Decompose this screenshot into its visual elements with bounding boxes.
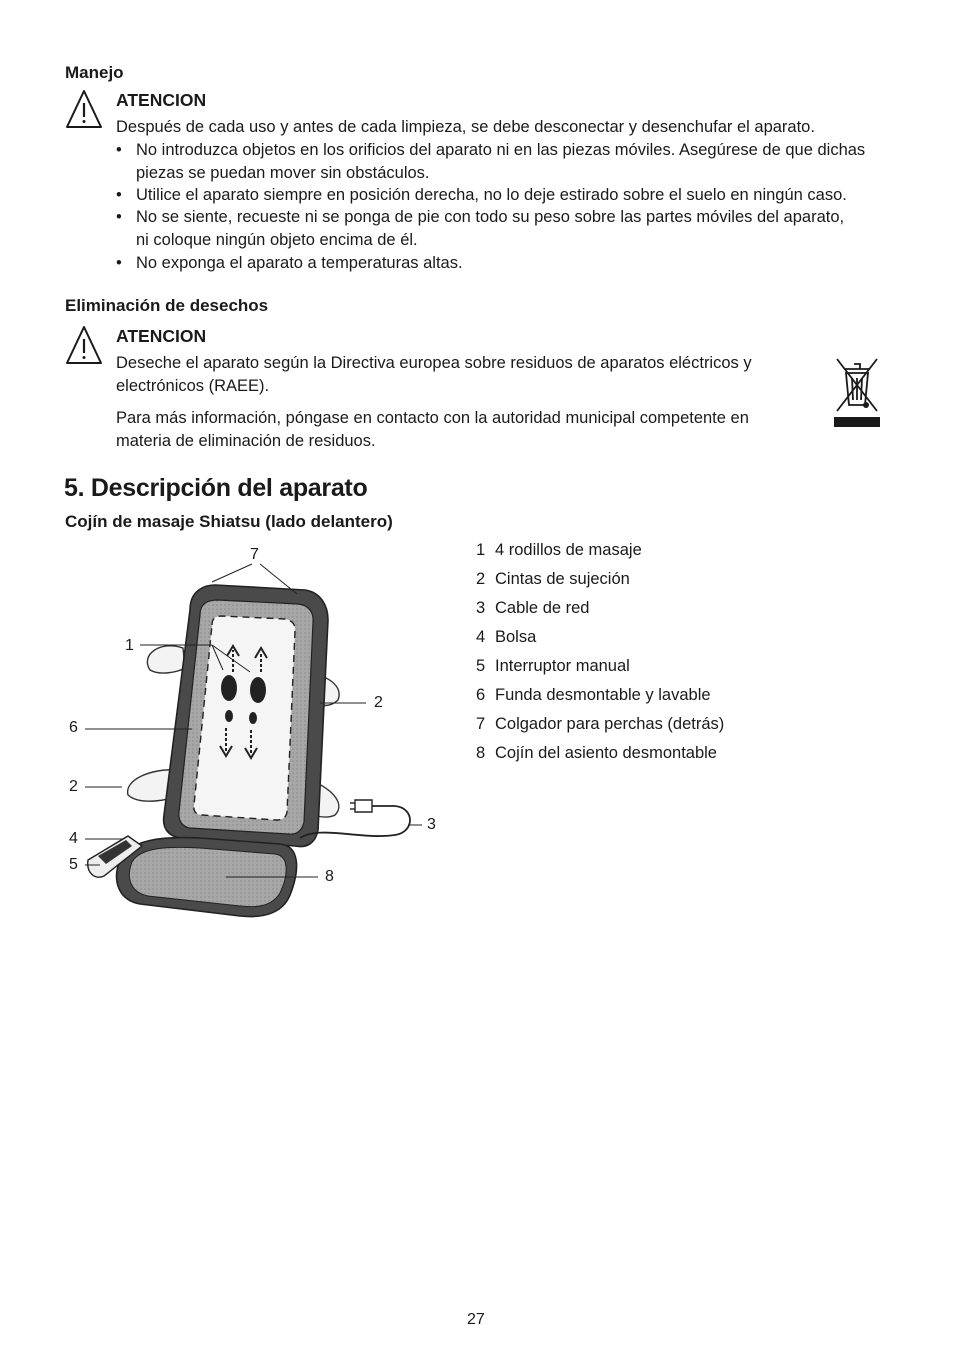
list-item: • Utilice el aparato siempre en posición derecha, no lo deje estirado sobre el suelo en ningún caso. (116, 186, 847, 204)
callout-label: 2 (69, 778, 78, 795)
warning-title-eliminacion: ATENCION (116, 326, 207, 346)
figure-subheading: Cojín de masaje Shiatsu (lado delantero) (65, 512, 393, 531)
disposal-info-line: Para más información, póngase en contacto con la autoridad municipal competente en (116, 409, 749, 427)
parts-list-item: 2 Cintas de sujeción (476, 570, 630, 588)
warning-title-manejo: ATENCION (116, 90, 207, 110)
callout-label: 7 (250, 546, 259, 563)
parts-list-item: 7 Colgador para perchas (detrás) (476, 715, 725, 733)
callout-label: 1 (125, 637, 134, 654)
section-title: 5. Descripción del aparato (64, 474, 368, 502)
warning-intro: Después de cada uso y antes de cada limpieza, se debe desconectar y desenchufar el aparato. (116, 118, 815, 136)
disposal-text-line: electrónicos (RAEE). (116, 377, 270, 395)
page-number: 27 (467, 1311, 485, 1328)
heading-manejo: Manejo (65, 63, 124, 82)
parts-list-item: 1 4 rodillos de masaje (476, 541, 642, 559)
callout-label: 5 (69, 856, 78, 873)
crossed-out-wheelie-bin-icon (832, 355, 882, 429)
disposal-info-line: materia de eliminación de residuos. (116, 432, 376, 450)
callout-label: 6 (69, 719, 78, 736)
callout-label: 3 (427, 816, 436, 833)
callout-label: 8 (325, 868, 334, 885)
parts-list-item: 4 Bolsa (476, 628, 537, 646)
parts-list-item: 6 Funda desmontable y lavable (476, 686, 711, 704)
list-item: • No exponga el aparato a temperaturas altas. (116, 254, 463, 272)
parts-list-item: 5 Interruptor manual (476, 657, 630, 675)
callout-label: 2 (374, 694, 383, 711)
parts-list-item: 8 Cojín del asiento desmontable (476, 744, 717, 762)
parts-list-item: 3 Cable de red (476, 599, 590, 617)
warning-triangle-icon (64, 88, 104, 130)
warning-triangle-icon (64, 324, 104, 366)
disposal-text-line: Deseche el aparato según la Directiva europea sobre residuos de aparatos eléctricos y (116, 354, 752, 372)
massage-cushion-illustration (60, 540, 450, 930)
heading-eliminacion: Eliminación de desechos (65, 296, 269, 315)
callout-label: 4 (69, 830, 78, 847)
list-item: • No introduzca objetos en los orificios del aparato ni en las piezas móviles. Asegúrese de que dichas piezas se puedan mover sin obstáculos. (116, 141, 866, 182)
list-item: • No se siente, recueste ni se ponga de pie con todo su peso sobre las partes móviles del aparato, ni coloque ningún objeto encima de él. (116, 208, 845, 249)
